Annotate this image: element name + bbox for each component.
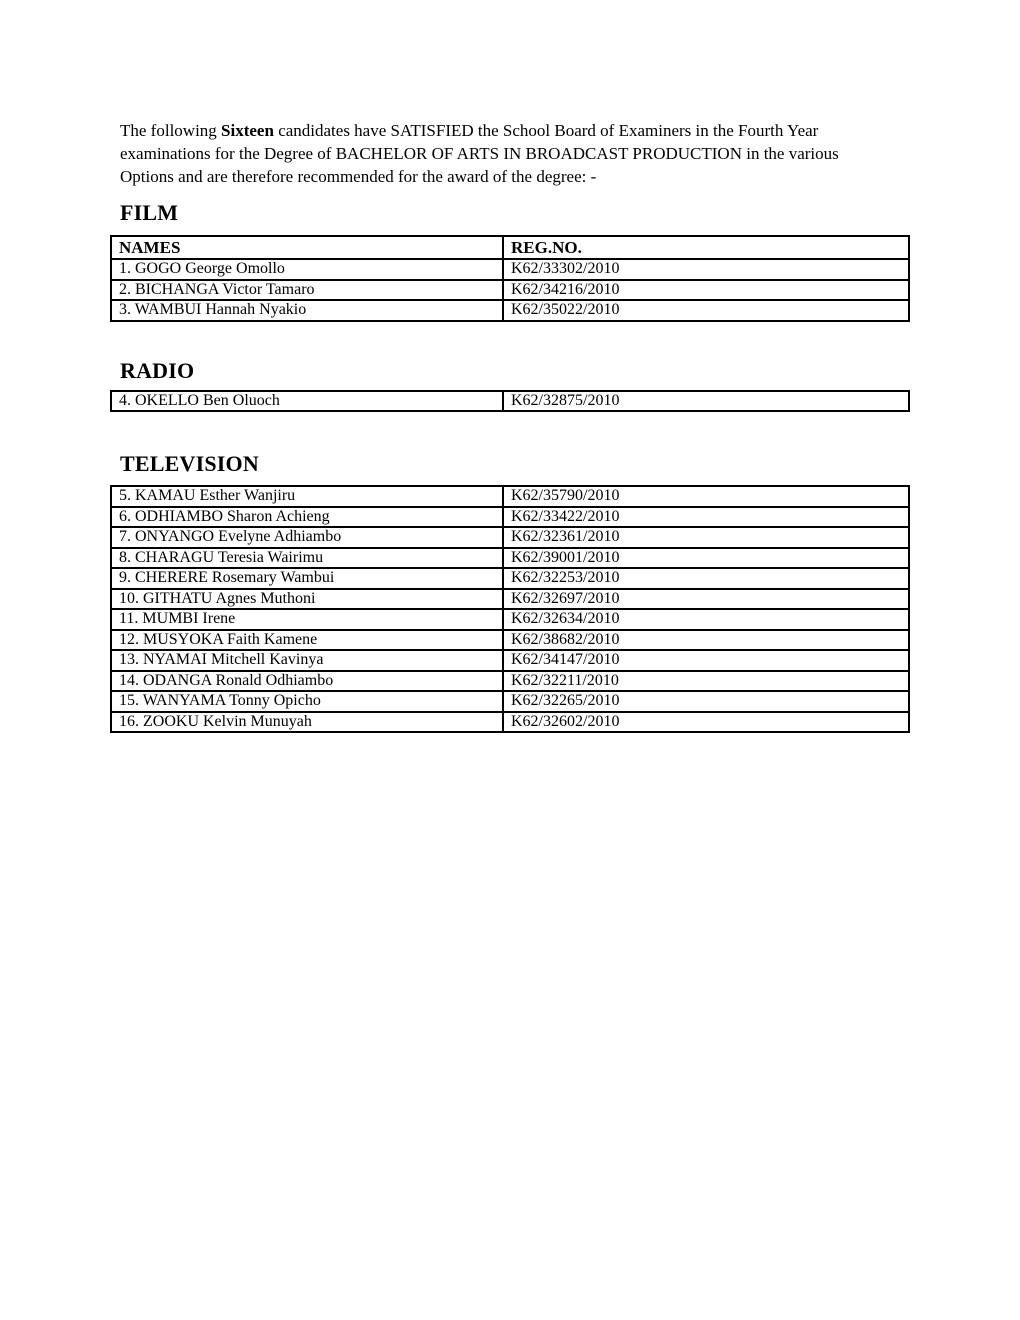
- candidate-name-cell: 6. ODHIAMBO Sharon Achieng: [111, 507, 503, 528]
- film-results-table: [110, 235, 910, 322]
- candidate-name-cell: 13. NYAMAI Mitchell Kavinya: [111, 650, 503, 671]
- section-heading-radio: RADIO: [120, 357, 195, 383]
- radio-table-body: [111, 391, 909, 412]
- reg-no-cell: K62/32602/2010: [503, 712, 909, 733]
- table-row: [111, 259, 909, 280]
- section-heading-television: TELEVISION: [120, 451, 259, 476]
- table-row: [111, 280, 909, 301]
- reg-no-cell: K62/35022/2010: [503, 300, 909, 321]
- reg-no-cell: K62/32361/2010: [503, 527, 909, 548]
- reg-no-cell: K62/32875/2010: [503, 391, 909, 412]
- reg-no-cell: K62/39001/2010: [503, 548, 909, 569]
- candidate-name-cell: 11. MUMBI Irene: [111, 609, 503, 630]
- reg-no-cell: K62/32634/2010: [503, 609, 909, 630]
- table-row: [111, 691, 909, 712]
- table-row: [111, 527, 909, 548]
- reg-no-cell: K62/34147/2010: [503, 650, 909, 671]
- column-header-names: NAMES: [111, 236, 503, 259]
- reg-no-cell: K62/32697/2010: [503, 589, 909, 610]
- radio-results-table: [110, 390, 910, 413]
- table-row: [111, 568, 909, 589]
- candidate-name-cell: 5. KAMAU Esther Wanjiru: [111, 486, 503, 507]
- section-heading-film: FILM: [120, 200, 179, 225]
- column-header-regno: REG.NO.: [503, 236, 909, 259]
- television-results-table: [110, 485, 910, 733]
- candidate-name-cell: 2. BICHANGA Victor Tamaro: [111, 280, 503, 301]
- intro-paragraph: [120, 119, 885, 188]
- candidate-name-cell: 12. MUSYOKA Faith Kamene: [111, 630, 503, 651]
- candidate-name-cell: 10. GITHATU Agnes Muthoni: [111, 589, 503, 610]
- film-table-header: [111, 236, 909, 259]
- reg-no-cell: K62/38682/2010: [503, 630, 909, 651]
- reg-no-cell: K62/33302/2010: [503, 259, 909, 280]
- candidate-name-cell: 15. WANYAMA Tonny Opicho: [111, 691, 503, 712]
- reg-no-cell: K62/34216/2010: [503, 280, 909, 301]
- table-row: [111, 671, 909, 692]
- reg-no-cell: K62/32253/2010: [503, 568, 909, 589]
- table-row: [111, 650, 909, 671]
- candidate-name-cell: 9. CHERERE Rosemary Wambui: [111, 568, 503, 589]
- intro-text-before: The following: [120, 121, 222, 140]
- reg-no-cell: K62/32265/2010: [503, 691, 909, 712]
- television-table-body: [111, 486, 909, 732]
- header-row: [111, 236, 909, 259]
- candidate-name-cell: 3. WAMBUI Hannah Nyakio: [111, 300, 503, 321]
- candidate-name-cell: 7. ONYANGO Evelyne Adhiambo: [111, 527, 503, 548]
- table-row: [111, 548, 909, 569]
- candidate-name-cell: 4. OKELLO Ben Oluoch: [111, 391, 503, 412]
- candidate-name-cell: 14. ODANGA Ronald Odhiambo: [111, 671, 503, 692]
- reg-no-cell: K62/32211/2010: [503, 671, 909, 692]
- table-row: [111, 486, 909, 507]
- table-row: [111, 589, 909, 610]
- table-row: [111, 609, 909, 630]
- table-row: [111, 300, 909, 321]
- film-table-body: [111, 259, 909, 321]
- intro-text-after: candidates have SATISFIED the School Board of Examiners in the Fourth Year examinations for the Degree of BACHELOR OF ARTS IN BROADCAST PRODUCTION in the various Options and are therefore recommended for the award of the degree: -: [120, 121, 839, 186]
- table-row: [111, 391, 909, 412]
- table-row: [111, 507, 909, 528]
- intro-candidate-count: Sixteen: [221, 121, 274, 140]
- table-row: [111, 630, 909, 651]
- candidate-name-cell: 16. ZOOKU Kelvin Munuyah: [111, 712, 503, 733]
- reg-no-cell: K62/33422/2010: [503, 507, 909, 528]
- candidate-name-cell: 1. GOGO George Omollo: [111, 259, 503, 280]
- candidate-name-cell: 8. CHARAGU Teresia Wairimu: [111, 548, 503, 569]
- reg-no-cell: K62/35790/2010: [503, 486, 909, 507]
- table-row: [111, 712, 909, 733]
